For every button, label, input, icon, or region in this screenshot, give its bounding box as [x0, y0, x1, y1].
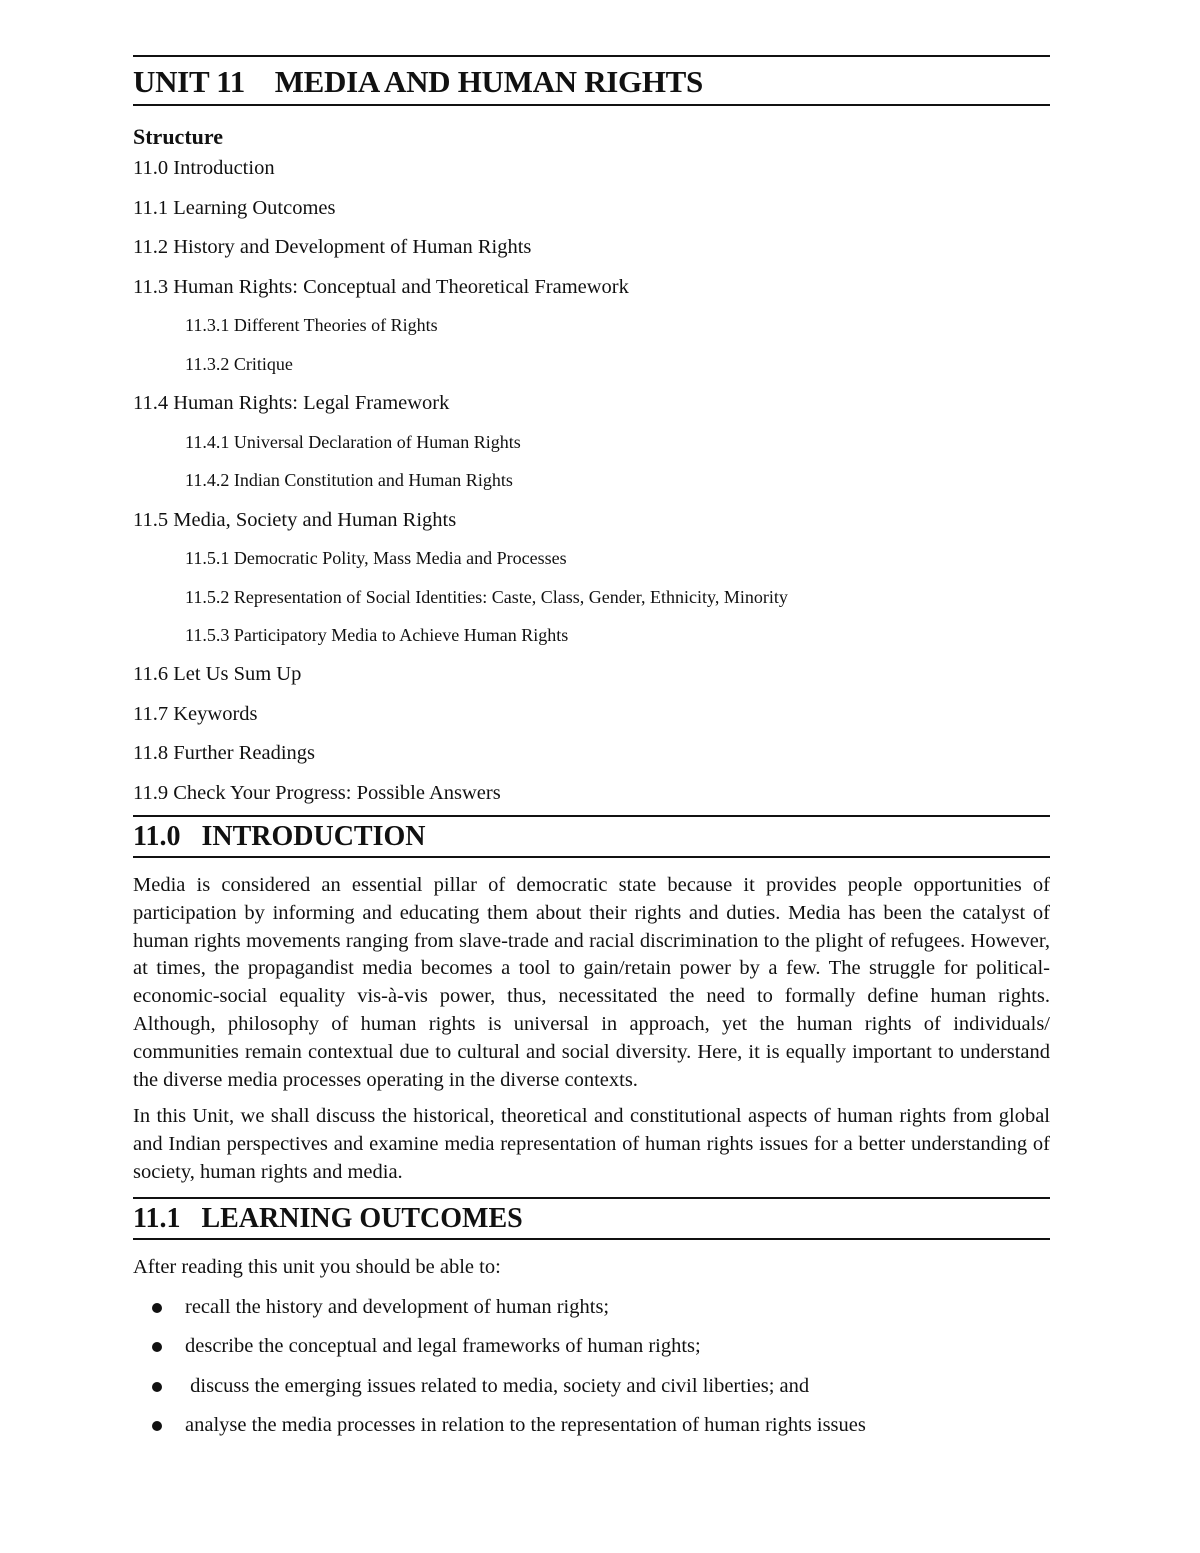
- toc-item: 11.2 History and Development of Human Rights: [133, 236, 532, 259]
- list-item: [133, 1294, 1050, 1320]
- toc-item: 11.8 Further Readings: [133, 742, 316, 765]
- section-rule: [133, 1238, 1050, 1240]
- section-rule: [133, 1197, 1050, 1199]
- toc-subitem: 11.4.1 Universal Declaration of Human Rights: [185, 431, 521, 452]
- document-page: [133, 55, 1050, 1452]
- learning-outcomes-heading: 11.1 LEARNING OUTCOMES: [133, 1202, 523, 1234]
- toc-subitem: 11.5.3 Participatory Media to Achieve Human Rights: [185, 624, 569, 645]
- introduction-paragraph: Media is considered an essential pillar of democratic state because it provides people opportunities of participation by informing and educating them about their rights and duties. Media has been the catalyst of human rights movements ranging from slave-trade and racial discrimination to the plight of refugees. However, at times, the propagandist media becomes a tool to gain/retain power by a few. The struggle for political-economic-social equality vis-à-vis power, thus, necessitated the need to formally define human rights. Although, philosophy of human rights is universal in approach, yet the human rights of individuals/ communities remain contextual due to cultural and social diversity. Here, it is equally important to understand the diverse media processes operating in the diverse contexts.: [133, 874, 1050, 1091]
- introduction-section: [133, 815, 1050, 1187]
- section-rule: [133, 815, 1050, 817]
- toc-item: 11.6 Let Us Sum Up: [133, 663, 302, 686]
- toc-item: 11.3 Human Rights: Conceptual and Theoretical Framework: [133, 275, 629, 298]
- list-item: [133, 1412, 1050, 1438]
- list-item-text: describe the conceptual and legal frameworks of human rights;: [185, 1335, 701, 1358]
- toc-item: 11.5 Media, Society and Human Rights: [133, 508, 457, 531]
- toc-subitem: 11.4.2 Indian Constitution and Human Rights: [185, 470, 513, 491]
- toc-item: 11.9 Check Your Progress: Possible Answers: [133, 782, 501, 805]
- toc-subitem: 11.3.1 Different Theories of Rights: [185, 315, 438, 336]
- introduction-heading: 11.0 INTRODUCTION: [133, 821, 426, 853]
- toc-item: 11.0 Introduction: [133, 157, 275, 179]
- toc-item: 11.4 Human Rights: Legal Framework: [133, 392, 450, 415]
- list-item-text: discuss the emerging issues related to media, society and civil liberties; and: [185, 1374, 810, 1397]
- toc-item: 11.1 Learning Outcomes: [133, 196, 336, 219]
- list-item: [133, 1333, 1050, 1359]
- learning-outcomes-intro: After reading this unit you should be able to:: [133, 1255, 501, 1278]
- toc-subitem: 11.3.2 Critique: [185, 353, 293, 374]
- bullet-icon: [152, 1303, 162, 1313]
- learning-outcomes-section: [133, 1197, 1050, 1439]
- top-rule: [133, 55, 1050, 57]
- bullet-icon: [152, 1421, 162, 1431]
- list-item: [133, 1373, 1050, 1399]
- list-item-text: analyse the media processes in relation to the representation of human rights issues: [185, 1414, 866, 1437]
- introduction-paragraph: In this Unit, we shall discuss the historical, theoretical and constitutional aspects of human rights from global and Indian perspectives and examine media representation of human rights issues for a better understanding of society, human rights and media.: [133, 1105, 1050, 1184]
- section-rule: [133, 856, 1050, 858]
- bullet-icon: [152, 1382, 162, 1392]
- toc-subitem: 11.5.1 Democratic Polity, Mass Media and Processes: [185, 548, 567, 569]
- structure-list: [133, 156, 1050, 805]
- unit-title: UNIT 11 MEDIA AND HUMAN RIGHTS: [133, 64, 703, 99]
- bullet-icon: [152, 1342, 162, 1352]
- list-item-text: recall the history and development of human rights;: [185, 1295, 610, 1318]
- toc-item: 11.7 Keywords: [133, 702, 258, 725]
- learning-outcomes-list: [133, 1294, 1050, 1439]
- structure-heading: Structure: [133, 124, 224, 149]
- toc-subitem: 11.5.2 Representation of Social Identities: Caste, Class, Gender, Ethnicity, Minority: [185, 586, 788, 607]
- unit-title-rule: [133, 104, 1050, 106]
